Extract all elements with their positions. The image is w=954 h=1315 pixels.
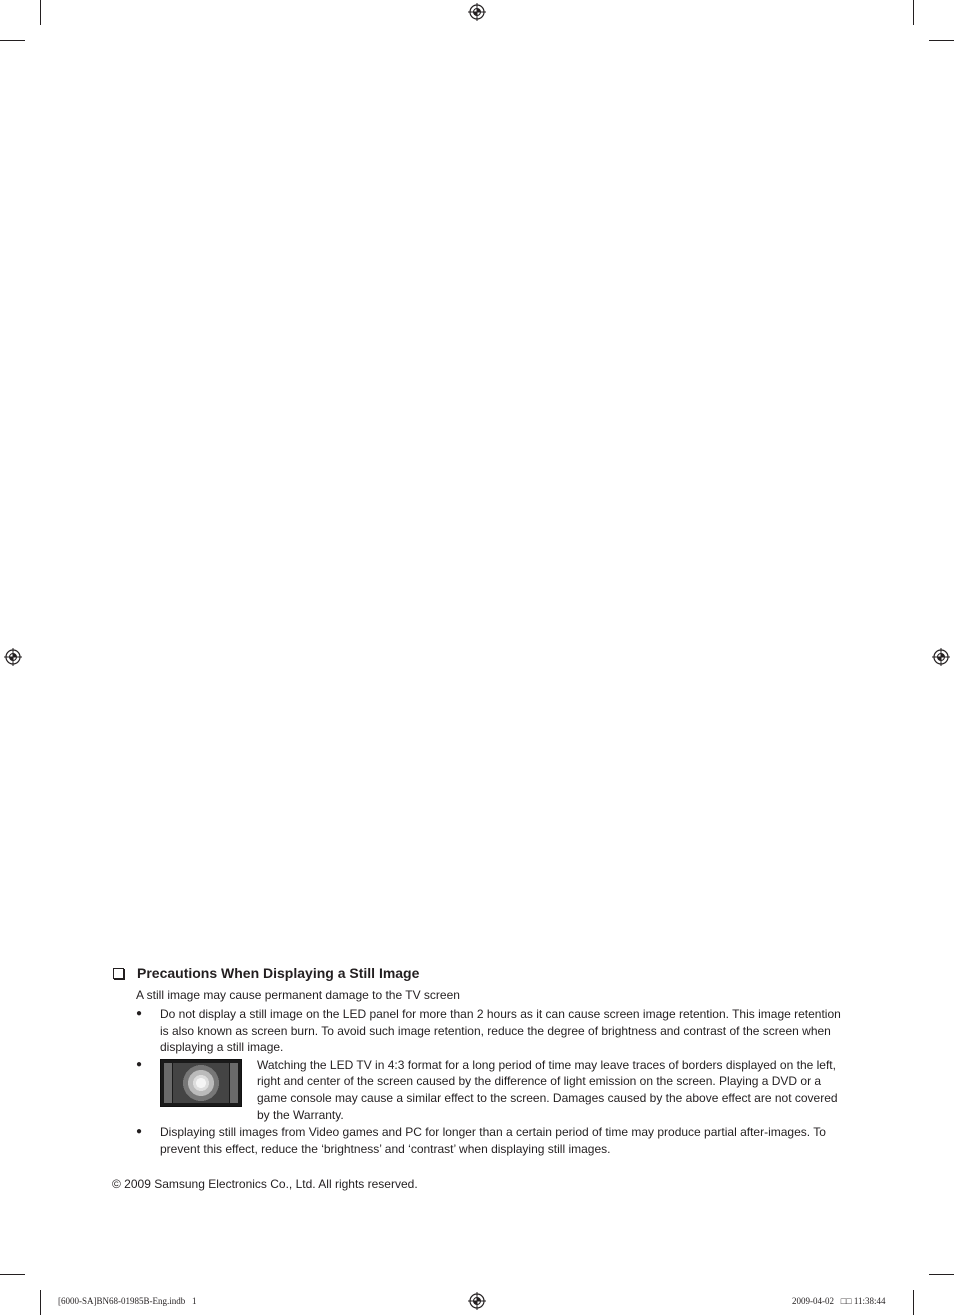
bullet-icon: ● — [136, 1126, 143, 1138]
crop-mark-bottom-left-vertical — [40, 1290, 41, 1315]
registration-mark-icon — [932, 648, 950, 666]
crop-mark-bottom-right-vertical — [913, 1290, 914, 1315]
footer-datetime: 2009-04-02 □□ 11:38:44 — [792, 1296, 886, 1306]
footer-file-info: [6000-SA]BN68-01985B-Eng.indb 1 — [58, 1296, 197, 1306]
crop-mark-top-right-vertical — [913, 0, 914, 25]
list-item — [112, 1057, 847, 1123]
crop-mark-top-left-horizontal — [0, 40, 25, 41]
registration-mark-icon — [468, 3, 486, 21]
list-item — [112, 1006, 847, 1056]
list-item-text: Displaying still images from Video games and PC for longer than a certain period of time may produce partial after-images. To prevent this effect, reduce the ‘brightness’ and ‘contrast’ when displaying still images. — [160, 1125, 826, 1156]
tv-4-3-thumbnail-icon — [160, 1059, 242, 1107]
checkbox-icon — [113, 968, 124, 979]
section-heading — [112, 964, 847, 982]
copyright-notice: © 2009 Samsung Electronics Co., Ltd. All rights reserved. — [112, 1177, 418, 1191]
list-item-text: Do not display a still image on the LED panel for more than 2 hours as it can cause screen image retention. This image retention is also known as screen burn. To avoid such image retention, reduce the degree of brightness and contrast of the screen when displaying a still image. — [160, 1007, 841, 1055]
crop-mark-bottom-right-horizontal — [929, 1274, 954, 1275]
bullet-icon: ● — [136, 1008, 143, 1019]
crop-mark-top-right-horizontal — [929, 40, 954, 41]
list-item-text: Watching the LED TV in 4:3 format for a long period of time may leave traces of borders displayed on the left, right and center of the screen caused by the difference of light emission on the screen. Playing a DVD or a game console may cause a similar effect to the screen. Damages caused by the above effect are not covered by the Warranty. — [257, 1057, 838, 1122]
registration-mark-icon — [468, 1292, 486, 1310]
list-item — [112, 1124, 847, 1157]
bullet-icon: ● — [136, 1058, 143, 1070]
precautions-list — [112, 1006, 847, 1157]
section-intro: A still image may cause permanent damage to the TV screen — [136, 988, 460, 1002]
crop-mark-top-left-vertical — [40, 0, 41, 25]
crop-mark-bottom-left-horizontal — [0, 1274, 25, 1275]
registration-mark-icon — [4, 648, 22, 666]
section-heading-text: Precautions When Displaying a Still Image — [137, 965, 420, 981]
still-image-precautions-section — [112, 964, 847, 1158]
